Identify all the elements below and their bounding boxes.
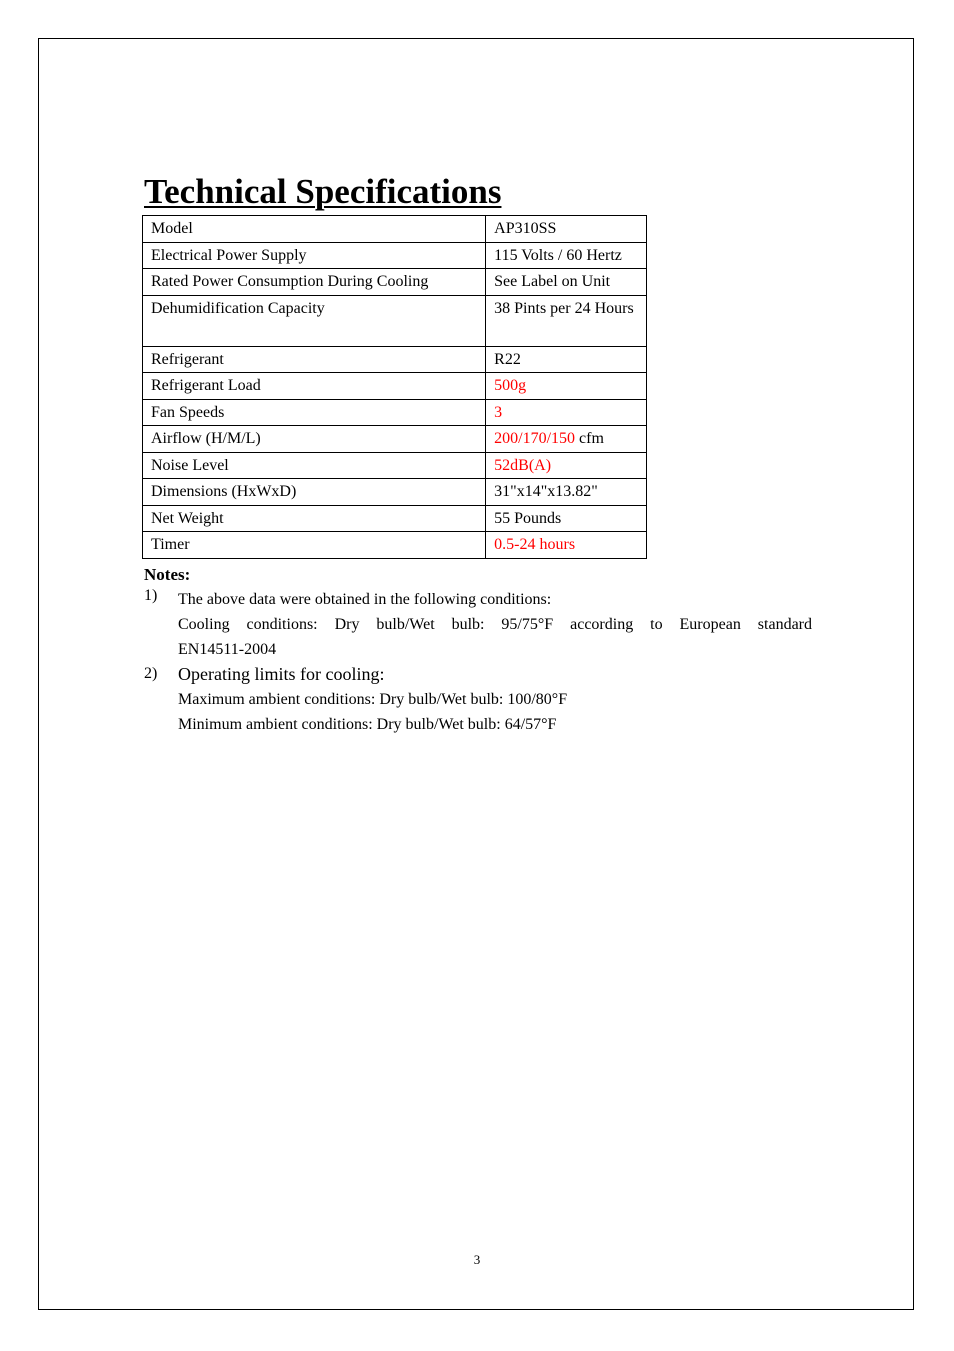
spec-label: Model	[143, 216, 486, 243]
notes-section	[144, 563, 812, 737]
spec-label: Fan Speeds	[143, 399, 486, 426]
spec-value: AP310SS	[486, 216, 647, 243]
table-row	[143, 532, 647, 559]
spec-value: 0.5-24 hours	[486, 532, 647, 559]
spec-value: 55 Pounds	[486, 505, 647, 532]
note-line: Cooling conditions: Dry bulb/Wet bulb: 95/75°F according to European standard	[178, 616, 812, 633]
spec-label: Rated Power Consumption During Cooling	[143, 269, 486, 296]
spec-value: 115 Volts / 60 Hertz	[486, 242, 647, 269]
spec-value: 3	[486, 399, 647, 426]
note-line: Minimum ambient conditions: Dry bulb/Wet bulb: 64/57°F	[178, 716, 557, 733]
spec-value: 31"x14"x13.82"	[486, 479, 647, 506]
spec-label: Dimensions (HxWxD)	[143, 479, 486, 506]
table-row	[143, 505, 647, 532]
spec-value: 200/170/150	[494, 430, 576, 448]
note-item	[144, 587, 812, 662]
spec-label: Refrigerant Load	[143, 373, 486, 400]
spec-value-cell	[486, 426, 647, 453]
spec-label: Electrical Power Supply	[143, 242, 486, 269]
table-row	[143, 452, 647, 479]
table-row	[143, 426, 647, 453]
spec-value: 52dB(A)	[486, 452, 647, 479]
spec-unit: cfm	[575, 430, 604, 448]
table-row	[143, 399, 647, 426]
spec-value: 38 Pints per 24 Hours	[486, 295, 647, 346]
note-item	[144, 662, 812, 737]
spec-value: 500g	[486, 373, 647, 400]
notes-heading: Notes:	[144, 565, 191, 584]
spec-value: See Label on Unit	[486, 269, 647, 296]
table-row	[143, 269, 647, 296]
spec-label: Noise Level	[143, 452, 486, 479]
spec-label: Dehumidification Capacity	[143, 295, 486, 346]
spec-label: Airflow (H/M/L)	[143, 426, 486, 453]
table-row	[143, 295, 647, 346]
note-number: 1)	[144, 587, 158, 604]
table-row	[143, 373, 647, 400]
note-line: EN14511-2004	[178, 641, 277, 658]
spec-label: Net Weight	[143, 505, 486, 532]
page-number: 3	[473, 1252, 481, 1267]
note-line: Operating limits for cooling:	[178, 664, 385, 684]
note-number: 2)	[144, 665, 158, 682]
table-row	[143, 242, 647, 269]
spec-value: R22	[486, 346, 647, 373]
spec-label: Refrigerant	[143, 346, 486, 373]
spec-label: Timer	[143, 532, 486, 559]
note-line: Maximum ambient conditions: Dry bulb/Wet bulb: 100/80°F	[178, 691, 568, 708]
table-row	[143, 346, 647, 373]
spec-table	[142, 215, 647, 559]
note-line: The above data were obtained in the following conditions:	[178, 591, 552, 608]
page-title: Technical Specifications	[144, 172, 502, 211]
table-row	[143, 479, 647, 506]
table-row	[143, 216, 647, 243]
